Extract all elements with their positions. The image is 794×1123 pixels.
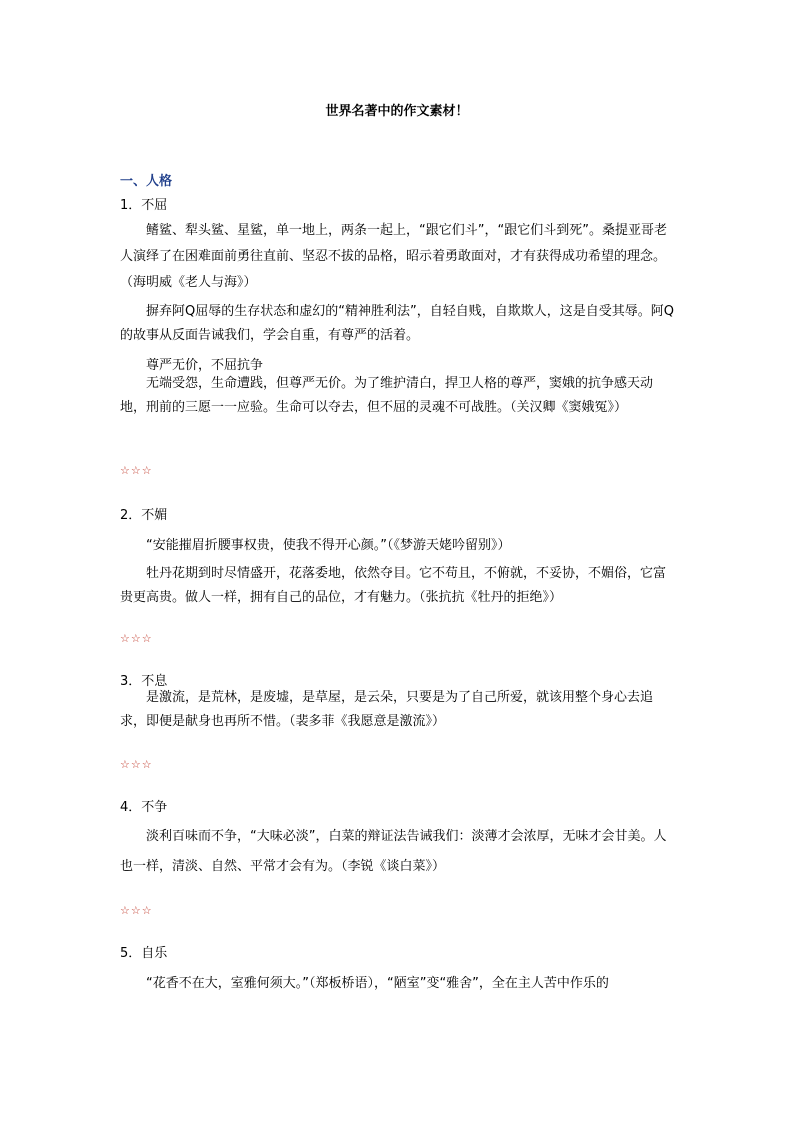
- star-divider: ☆☆☆: [120, 758, 153, 771]
- paragraph: 是激流，是荒林，是废墟，是草屋，是云朵，只要是为了自己所爱，就该用整个身心去追求，即便是献身也再所不惜。（裴多菲《我愿意是激流》）: [120, 690, 654, 729]
- item-number: 3．: [120, 674, 142, 689]
- quote-line: “安能摧眉折腰事权贵，使我不得开心颜。”（《梦游天姥吟留别》）: [146, 538, 511, 553]
- paragraph: 淡利百味而不争，“大味必淡”，白菜的辩证法告诫我们：淡薄才会浓厚，无味才会甘美。人也一样，清淡、自然、平常才会有为。（李锐《谈白菜》）: [120, 829, 667, 874]
- subheading: 尊严无价，不屈抗争: [146, 358, 264, 373]
- item-number: 2．: [120, 508, 142, 523]
- item-label: 不屈: [141, 198, 168, 213]
- item-label: 不争: [141, 800, 168, 815]
- item-heading-1: [120, 194, 167, 213]
- section-heading: 一、人格: [120, 174, 173, 189]
- star-divider: ☆☆☆: [120, 904, 153, 917]
- star-divider: ☆☆☆: [120, 464, 153, 477]
- star-divider: ☆☆☆: [120, 632, 153, 645]
- paragraph: 无端受怨，生命遭践，但尊严无价。为了维护清白，捍卫人格的尊严，窦娥的抗争感天动地，刑前的三愿一一应验。生命可以夺去，但不屈的灵魂不可战胜。（关汉卿《窦娥冤》）: [120, 376, 654, 415]
- item-heading-4: [120, 796, 167, 815]
- item-heading-5: [120, 942, 167, 961]
- item-label: 不媚: [141, 508, 168, 523]
- paragraph-partial: “花香不在大，室雅何须大。”（郑板桥语），“陋室”变“雅舍”，全在主人苦中作乐的: [146, 976, 609, 991]
- item-number: 4．: [120, 800, 142, 815]
- item-number: 1．: [120, 198, 142, 213]
- item-number: 5．: [120, 946, 142, 961]
- page-title: 世界名著中的作文素材！: [325, 104, 469, 119]
- item-label: 不息: [141, 674, 168, 689]
- paragraph: 鳍鲨、犁头鲨、星鲨，单一地上，两条一起上，“跟它们斗”，“跟它们斗到死”。桑提亚哥老人演绎了在困难面前勇往直前、坚忍不拔的品格，昭示着勇敢面对，才有获得成功希望的理念。（海明威《老人与海》）: [120, 223, 667, 290]
- item-label: 自乐: [141, 946, 168, 961]
- paragraph: 牡丹花期到时尽情盛开，花落委地，依然夺目。它不苟且，不俯就，不妥协，不媚俗，它富贵更高贵。做人一样，拥有自己的品位，才有魅力。（张抗抗《牡丹的拒绝》）: [120, 566, 667, 605]
- item-heading-2: [120, 504, 167, 523]
- paragraph: 摒弃阿Q屈辱的生存状态和虚幻的“精神胜利法”，自轻自贱，自欺欺人，这是自受其辱。阿Q的故事从反面告诫我们，学会自重，有尊严的活着。: [120, 304, 674, 343]
